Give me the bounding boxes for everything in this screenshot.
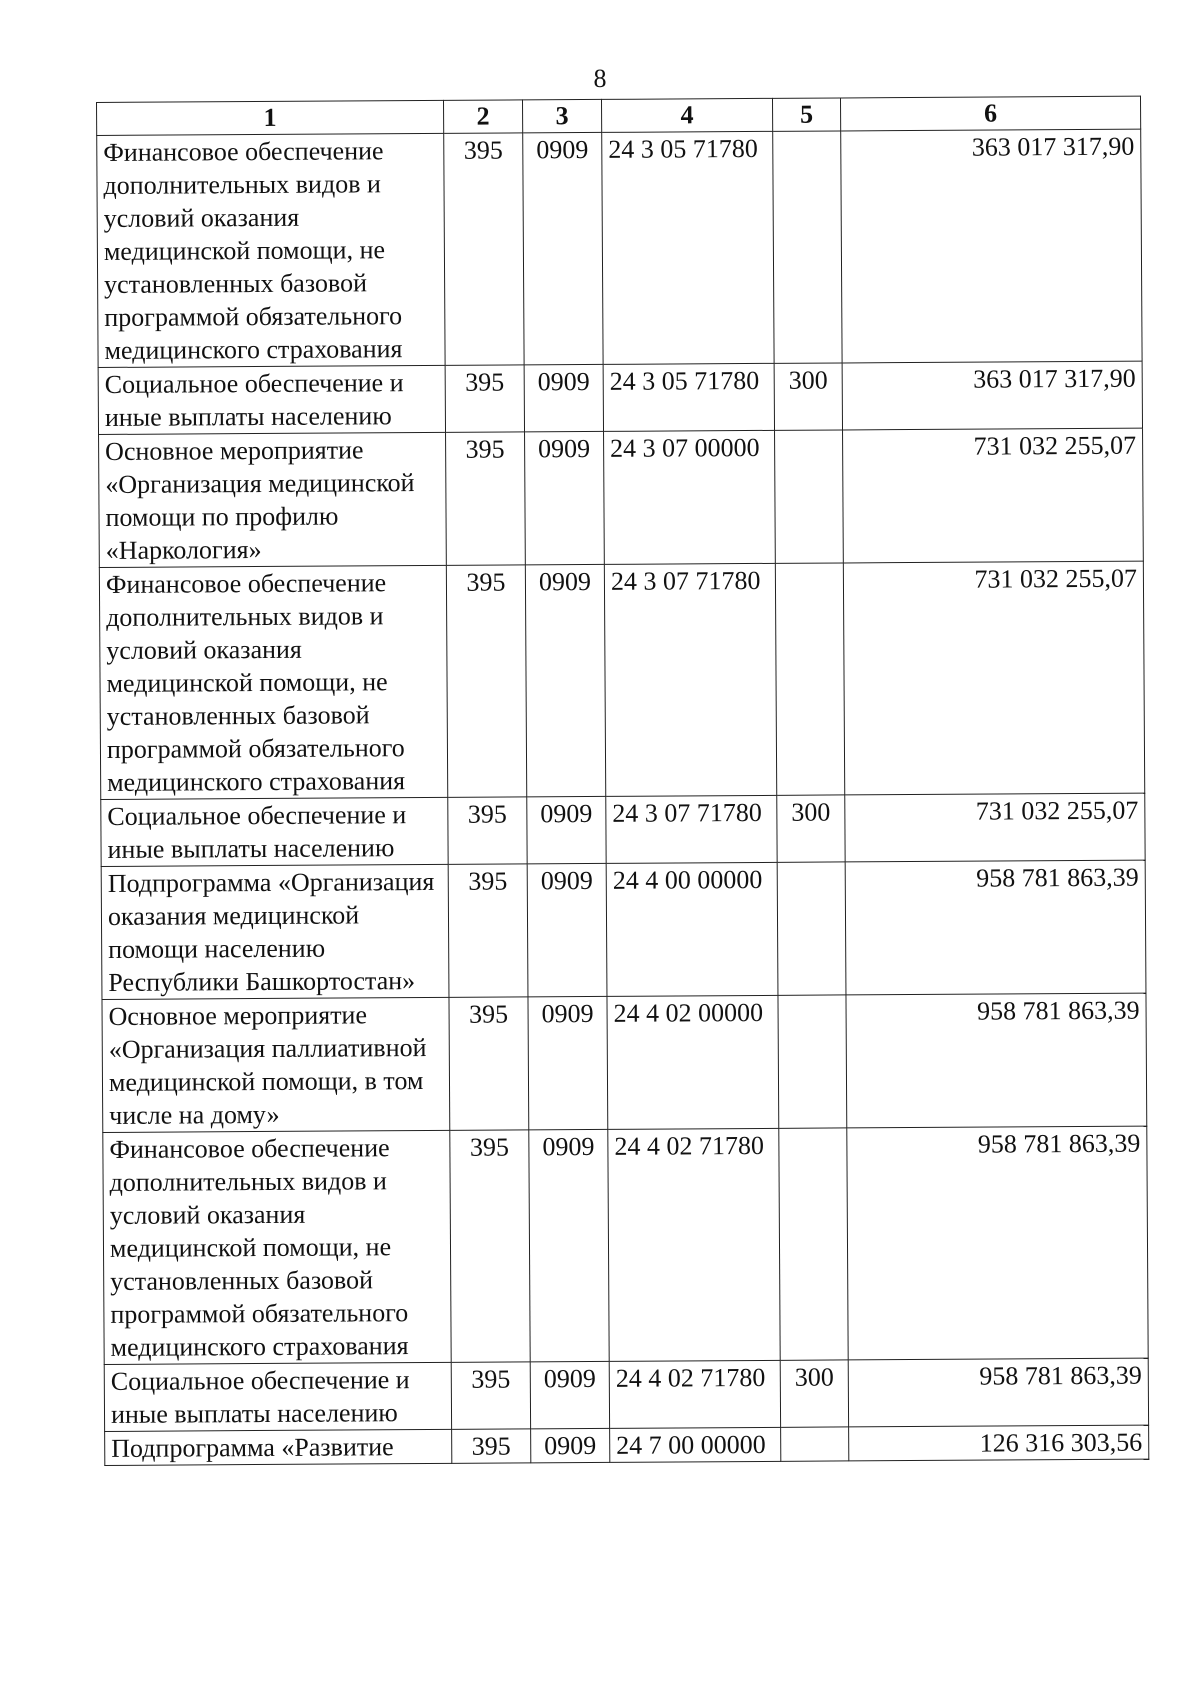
row-target-item: 24 4 02 00000 xyxy=(607,995,779,1129)
row-amount: 731 032 255,07 xyxy=(843,561,1144,795)
row-section-code: 0909 xyxy=(530,1361,609,1428)
row-name: Социальное обеспечение и иные выплаты населению xyxy=(104,1362,451,1431)
table-row xyxy=(101,793,1145,866)
row-expense-type xyxy=(779,1128,848,1360)
row-section-code: 0909 xyxy=(525,431,605,564)
header-col-1: 1 xyxy=(97,100,444,135)
row-expense-type: 300 xyxy=(777,795,845,862)
row-section-code: 0909 xyxy=(527,796,606,863)
row-name: Социальное обеспечение и иные выплаты населению xyxy=(98,365,445,434)
table-row xyxy=(101,860,1146,999)
row-section-code: 0909 xyxy=(531,1428,610,1462)
row-admin-code: 395 xyxy=(444,133,524,365)
row-amount: 958 781 863,39 xyxy=(846,993,1147,1128)
row-name: Социальное обеспечение и иные выплаты населению xyxy=(101,797,448,866)
row-admin-code: 395 xyxy=(448,864,528,997)
header-col-4: 4 xyxy=(601,98,772,132)
row-expense-type xyxy=(781,1427,849,1461)
row-admin-code: 395 xyxy=(448,797,527,864)
budget-table xyxy=(96,96,1149,1466)
row-name: Подпрограмма «Организация оказания медицинской помощи населению Республики Башкортостан» xyxy=(101,864,449,999)
row-expense-type xyxy=(778,995,847,1128)
table-row xyxy=(104,1358,1148,1431)
row-target-item: 24 3 07 00000 xyxy=(604,430,776,564)
table-row xyxy=(103,1126,1148,1364)
row-admin-code: 395 xyxy=(446,432,526,565)
row-expense-type: 300 xyxy=(774,363,842,430)
table-row xyxy=(98,361,1142,434)
row-target-item: 24 3 07 71780 xyxy=(604,563,776,796)
row-admin-code: 395 xyxy=(452,1429,531,1463)
row-expense-type xyxy=(773,131,842,363)
row-expense-type: 300 xyxy=(780,1360,848,1427)
table-row xyxy=(99,428,1144,567)
row-name: Подпрограмма «Развитие xyxy=(105,1429,452,1465)
table-row xyxy=(97,129,1142,367)
row-target-item: 24 3 05 71780 xyxy=(602,131,774,364)
row-expense-type xyxy=(775,563,844,795)
row-section-code: 0909 xyxy=(524,364,603,431)
header-col-6: 6 xyxy=(840,96,1140,131)
row-target-item: 24 4 02 71780 xyxy=(608,1128,780,1361)
row-admin-code: 395 xyxy=(445,365,524,432)
budget-table-container xyxy=(96,96,1148,1466)
row-admin-code: 395 xyxy=(449,997,529,1130)
row-name: Финансовое обеспечение дополнительных видов и условий оказания медицинской помощи, не установленных базовой программой обязательного медицинского страхования xyxy=(97,133,445,367)
table-row xyxy=(102,993,1147,1132)
row-expense-type xyxy=(777,862,846,995)
row-name: Финансовое обеспечение дополнительных видов и условий оказания медицинской помощи, не установленных базовой программой обязательного медицинского страхования xyxy=(103,1130,451,1364)
row-section-code: 0909 xyxy=(528,996,608,1129)
row-target-item: 24 3 05 71780 xyxy=(603,363,774,431)
row-amount: 731 032 255,07 xyxy=(845,793,1145,862)
row-name: Основное мероприятие «Организация медицинской помощи по профилю «Наркология» xyxy=(99,432,447,567)
row-amount: 958 781 863,39 xyxy=(848,1358,1148,1427)
row-amount: 958 781 863,39 xyxy=(845,860,1146,995)
row-target-item: 24 3 07 71780 xyxy=(606,795,777,863)
row-amount: 958 781 863,39 xyxy=(847,1126,1148,1360)
row-target-item: 24 7 00 00000 xyxy=(610,1427,781,1462)
header-col-2: 2 xyxy=(443,100,522,133)
row-amount: 731 032 255,07 xyxy=(843,428,1144,563)
row-target-item: 24 4 00 00000 xyxy=(606,862,778,996)
row-amount: 126 316 303,56 xyxy=(849,1425,1149,1461)
row-section-code: 0909 xyxy=(527,863,607,996)
row-name: Финансовое обеспечение дополнительных видов и условий оказания медицинской помощи, не установленных базовой программой обязательного медицинского страхования xyxy=(99,565,447,799)
row-admin-code: 395 xyxy=(450,1130,530,1362)
row-amount: 363 017 317,90 xyxy=(842,361,1142,430)
row-name: Основное мероприятие «Организация паллиативной медицинской помощи, в том числе на дому» xyxy=(102,997,450,1132)
row-admin-code: 395 xyxy=(451,1362,530,1429)
row-section-code: 0909 xyxy=(525,564,605,796)
row-target-item: 24 4 02 71780 xyxy=(609,1360,780,1428)
row-section-code: 0909 xyxy=(523,132,603,364)
row-amount: 363 017 317,90 xyxy=(841,129,1142,363)
header-col-3: 3 xyxy=(522,99,601,132)
table-row xyxy=(105,1425,1149,1465)
page-number: 8 xyxy=(593,64,607,93)
row-expense-type xyxy=(775,430,844,563)
table-row xyxy=(99,561,1144,799)
header-col-5: 5 xyxy=(772,98,840,131)
row-admin-code: 395 xyxy=(446,565,526,797)
row-section-code: 0909 xyxy=(529,1129,609,1361)
